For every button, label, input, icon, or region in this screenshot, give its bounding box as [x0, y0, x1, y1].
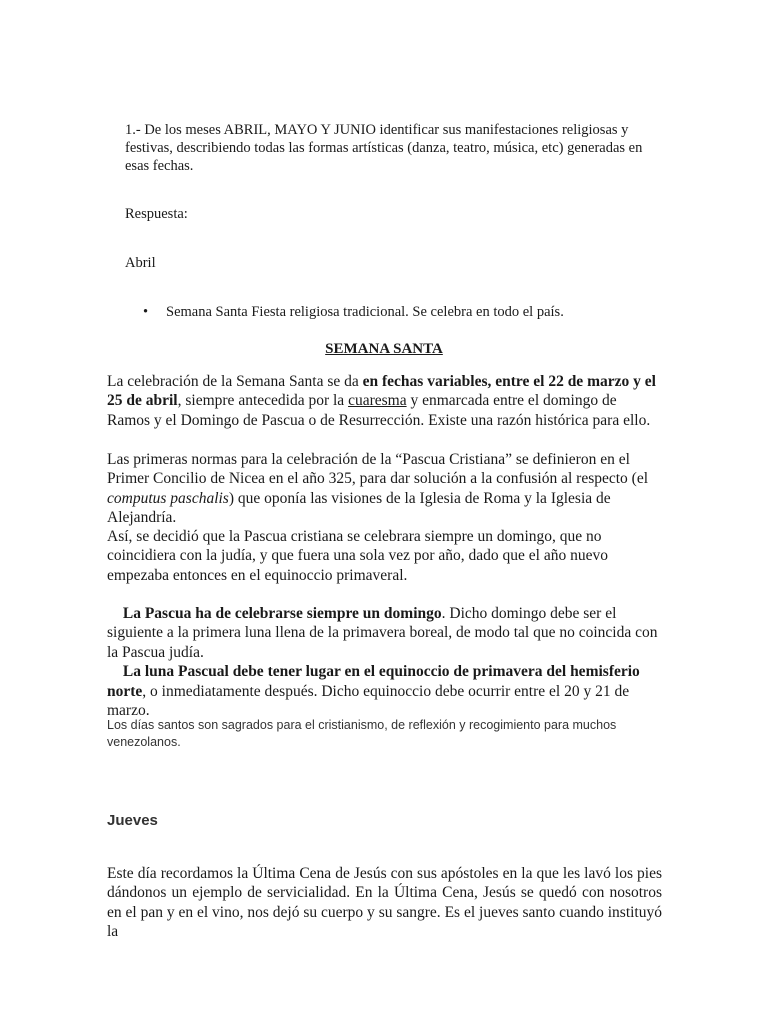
paragraph-text: Las primeras normas para la celebración de la “Pascua Cristiana” se definieron en el Primer Concilio de Nicea en el año 325, para dar solución a la confusión al respecto (el [107, 451, 649, 488]
paragraph-fechas [107, 372, 661, 430]
bullet-icon: • [143, 304, 149, 320]
rule-text: . Dicho domingo debe ser el siguiente a la primera luna llena de la primavera boreal, de modo tal que no coincida con la Pascua judía. [107, 605, 658, 661]
question-text: 1.- De los meses ABRIL, MAYO Y JUNIO identificar sus manifestaciones religiosas y festivas, describiendo todas las formas artísticas (danza, teatro, música, etc) generadas en esas fechas. [125, 122, 643, 174]
section-title: SEMANA SANTA [325, 341, 443, 357]
italic-text: computus paschalis [107, 489, 229, 507]
rule-bold: La Pascua ha de celebrarse siempre un domingo [122, 605, 442, 622]
paragraph-text: y enmarcada entre el domingo de Ramos y el Domingo de Pascua o de Resurrección. Existe una razón histórica para ello. [107, 392, 651, 429]
paragraph-text: La celebración de la Semana Santa se da [107, 373, 363, 390]
rule-item [107, 604, 661, 662]
bold-text: en fechas variables, entre el 22 de marzo y el 25 de abril [107, 373, 656, 410]
rule-bold: La luna Pascual debe tener lugar en el equinoccio de primavera del hemisferio norte [107, 663, 640, 700]
rule-item [107, 662, 661, 720]
paragraph-jueves: Este día recordamos la Última Cena de Jesús con sus apóstoles en la que les lavó los pies dándonos un ejemplo de servicialidad. En la Última Cena, Jesús se quedó con nosotros en el pan y en el vino, nos dejó su cuerpo y su sangre. Es el jueves santo cuando instituyó la [107, 865, 662, 941]
paragraph-nicea [107, 450, 661, 528]
list-item [143, 303, 564, 321]
answer-label: Respuesta: [125, 206, 188, 222]
rules-block [107, 604, 661, 720]
month-label: Abril [125, 255, 156, 271]
paragraph-dias-santos: Los días santos son sagrados para el cristianismo, de reflexión y recogimiento para muchos venezolanos. [107, 718, 617, 749]
jueves-heading: Jueves [107, 812, 158, 829]
paragraph-domingo: Así, se decidió que la Pascua cristiana se celebrara siempre un domingo, que no coincidiera con la judía, y que fuera una sola vez por año, dado que el año nuevo empezaba entonces en el equinoccio primaveral. [107, 528, 608, 584]
paragraph-text: , siempre antecedida por la [177, 392, 349, 410]
bullet-text: Semana Santa Fiesta religiosa tradicional. Se celebra en todo el país. [166, 304, 564, 320]
rule-text: , o inmediatamente después. Dicho equinoccio debe ocurrir entre el 20 y 21 de marzo. [107, 682, 630, 720]
cuaresma-link[interactable]: cuaresma [348, 392, 407, 410]
paragraph-text: ) que oponía las visiones de la Iglesia de Roma y la Iglesia de Alejandría. [107, 489, 611, 527]
